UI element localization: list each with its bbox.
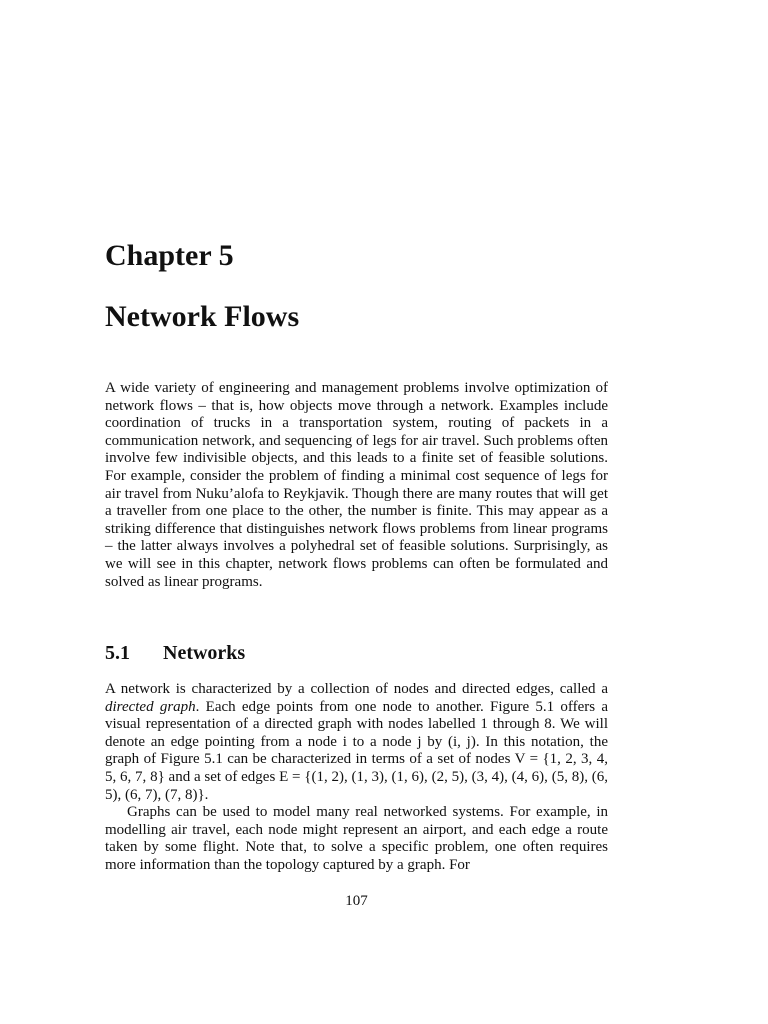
graphs-paragraph: Graphs can be used to model many real networked systems. For example, in modelling air travel, each node might represent an airport, and each edge a route taken by some flight. Note that, to solve a specific problem, one often requires more information than the topology captured by a graph. For	[105, 804, 608, 873]
directed-graph-term: directed graph	[105, 698, 196, 715]
section-number: 5.1	[105, 642, 130, 664]
page-number: 107	[345, 893, 368, 909]
chapter-label: Chapter 5	[105, 239, 234, 272]
chapter-title: Network Flows	[105, 300, 300, 333]
section-title: Networks	[163, 642, 246, 664]
intro-paragraph: A wide variety of engineering and management problems involve optimization of network flows – that is, how objects move through a network. Examples include coordination of trucks in a transportation system, routing of packets in a communication network, and sequencing of legs for air travel. Such problems often involve few indivisible objects, and this leads to a finite set of feasible solutions. For example, consider the problem of finding a minimal cost sequence of legs for air travel from Nuku’alofa to Reykjavik. Though there are many routes that will get a traveller from one place to the other, the number is finite. This may appear as a striking difference that distinguishes network flows problems from linear programs – the latter always involves a polyhedral set of feasible solutions. Surprisingly, as we will see in this chapter, network flows problems can often be formulated and solved as linear programs.	[105, 380, 608, 590]
networks-paragraph	[105, 681, 608, 804]
section-heading	[105, 641, 245, 665]
networks-text-start: A network is characterized by a collection of nodes and directed edges, called a	[105, 681, 608, 697]
networks-text-end: . Each edge points from one node to another. Figure 5.1 offers a visual representation of a directed graph with nodes labelled 1 through 8. We will denote an edge pointing from a node i to a node j by (i, j). In this notation, the graph of Figure 5.1 can be characterized in terms of a set of nodes V = {1, 2, 3, 4, 5, 6, 7, 8} and a set of edges E = {(1, 2), (1, 3), (1, 6), (2, 5), (3, 4), (4, 6), (5, 8), (6, 5), (6, 7), (7, 8)}.	[105, 698, 608, 803]
